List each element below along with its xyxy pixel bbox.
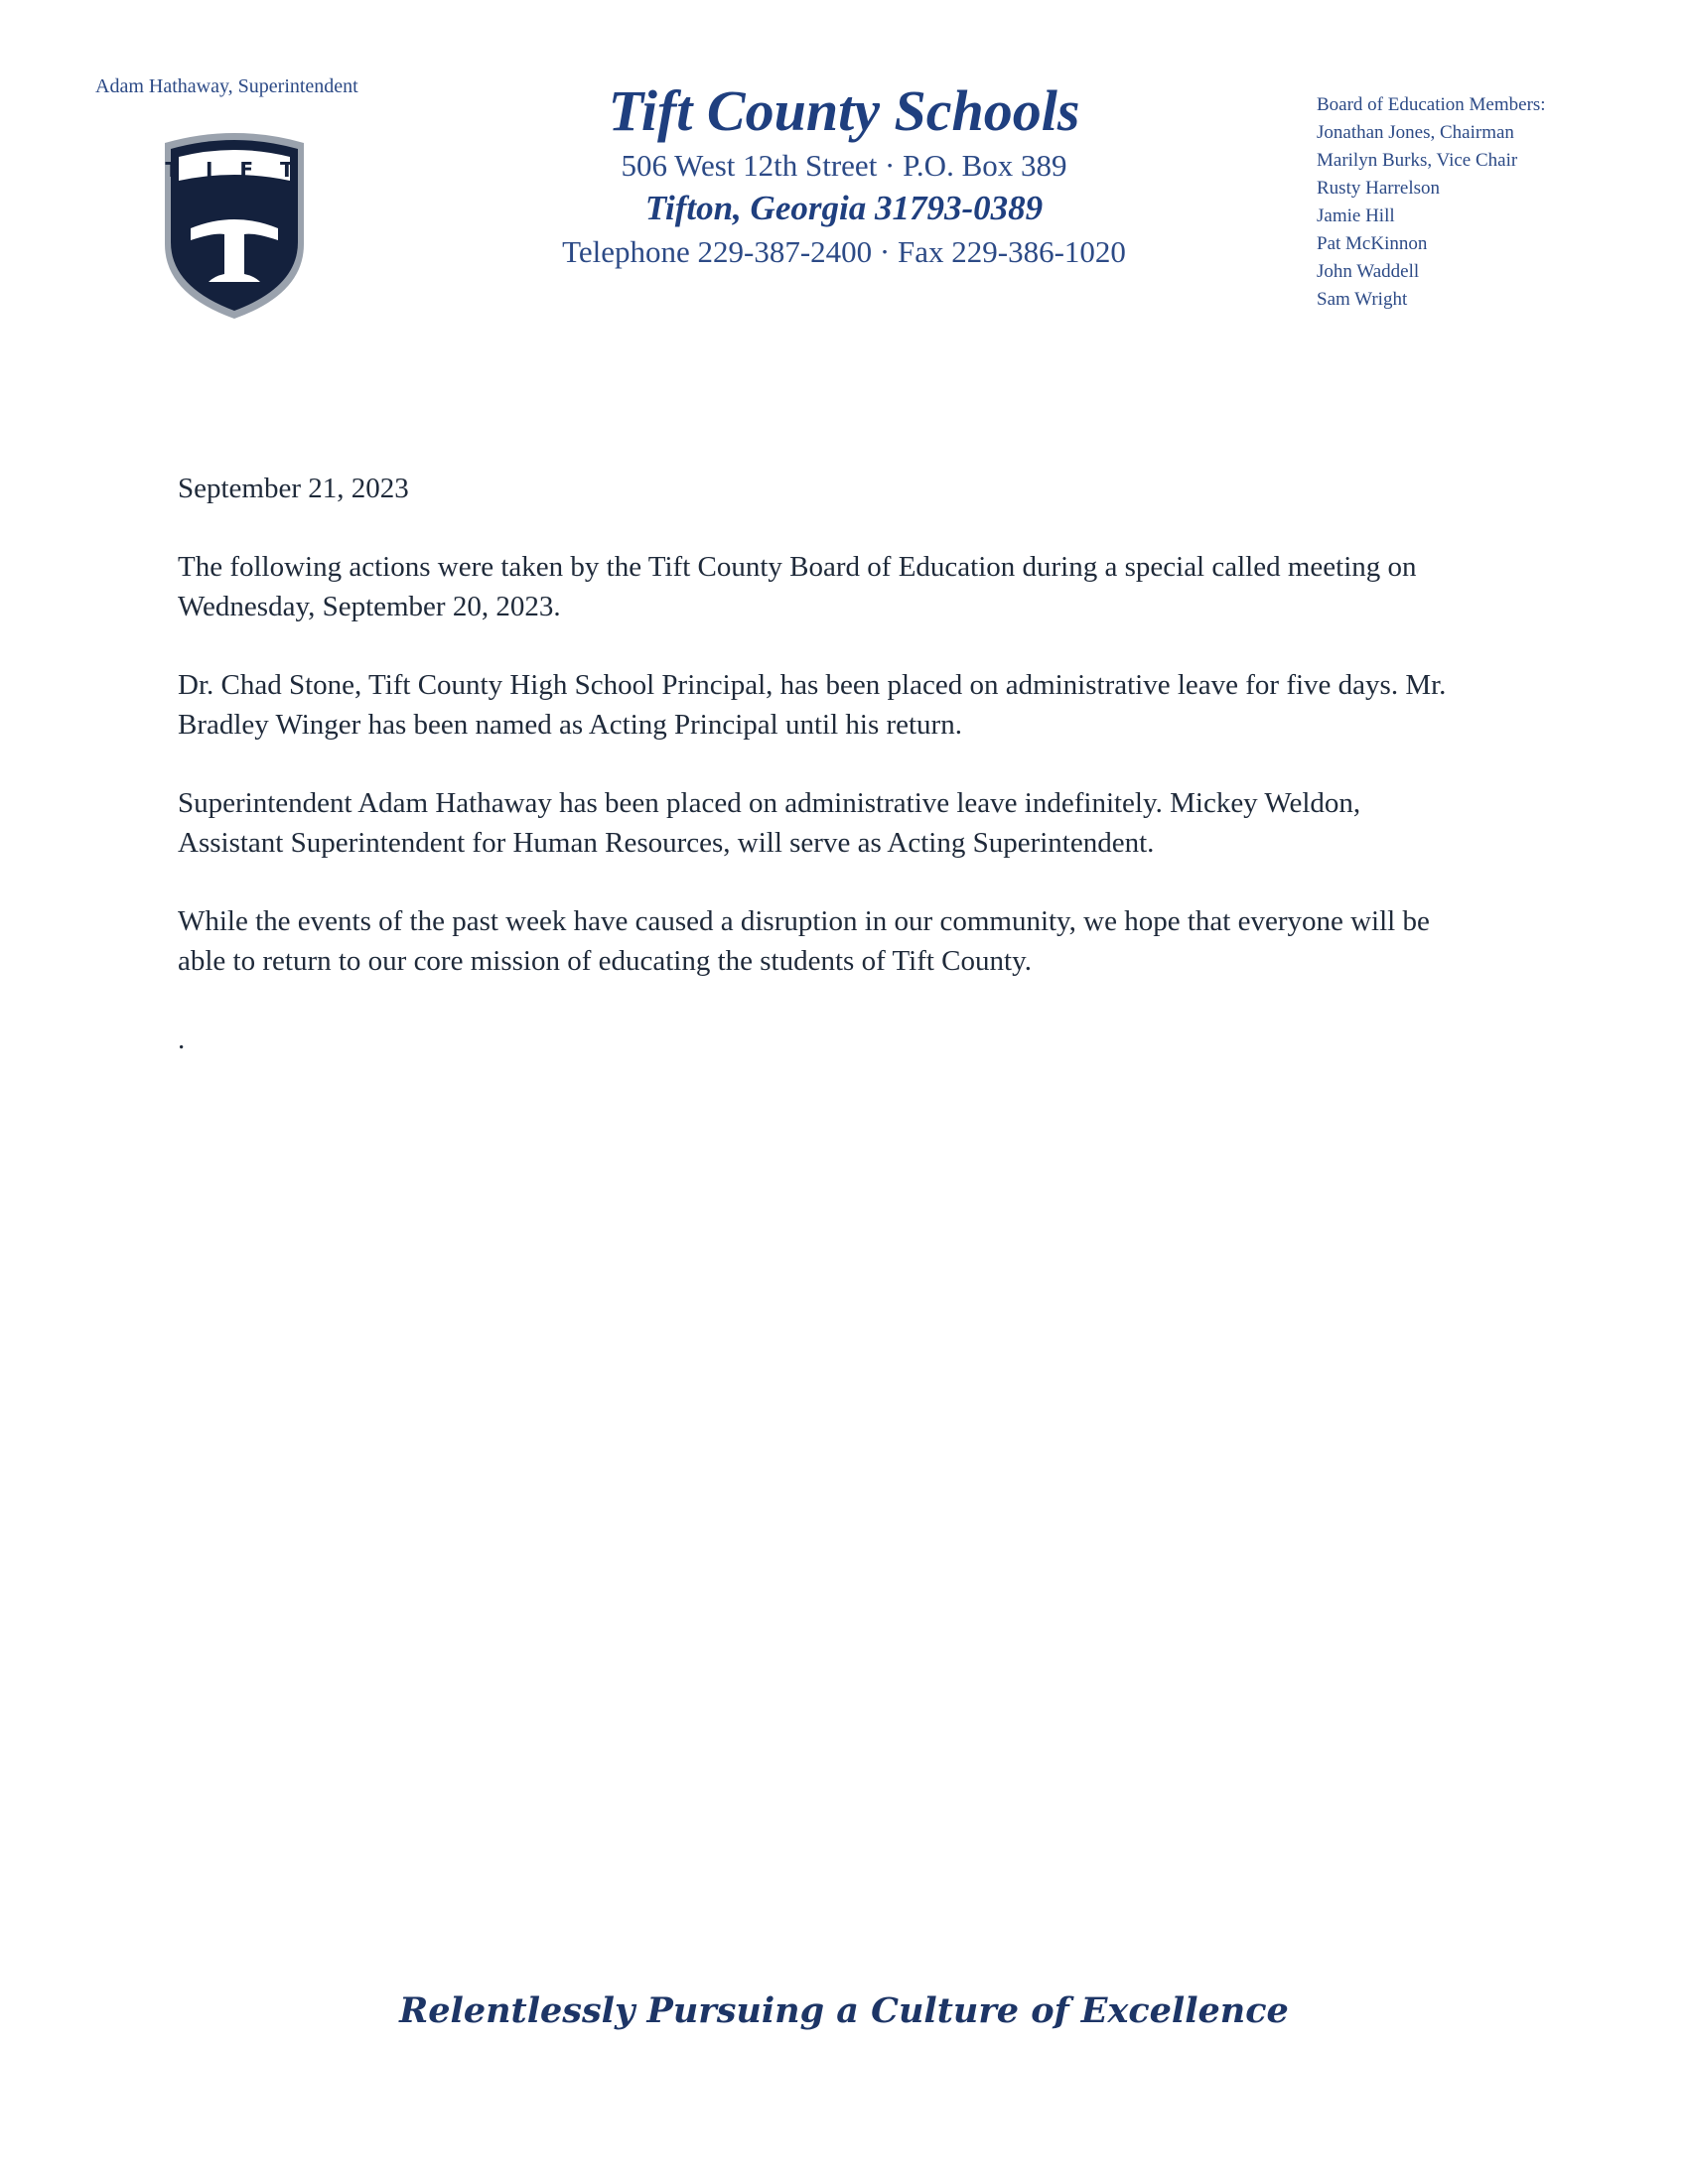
org-title: Tift County Schools (608, 78, 1080, 143)
superintendent-name: Adam Hathaway, Superintendent (95, 75, 358, 97)
board-member: Jamie Hill (1317, 205, 1395, 226)
letter-paragraph: Dr. Chad Stone, Tift County High School Principal, has been placed on administrative leave for five days. Mr. Bradley Winger has been named as Acting Principal until his return. (178, 669, 1447, 741)
letterhead-left (95, 75, 403, 182)
letter-paragraph: The following actions were taken by the Tift County Board of Education during a special called meeting on Wednesday, September 20, 2023. (178, 551, 1417, 622)
logo-text: T I F T (165, 158, 304, 182)
board-member: John Waddell (1317, 261, 1420, 282)
board-member: Sam Wright (1317, 289, 1408, 310)
board-member: Marilyn Burks, Vice Chair (1317, 150, 1518, 171)
footer-tagline: Relentlessly Pursuing a Culture of Excellence (399, 1990, 1289, 2031)
board-members-list (1317, 91, 1654, 314)
phone-line: Telephone 229-387-2400 · Fax 229-386-1020 (562, 234, 1126, 269)
letter-paragraph: While the events of the past week have caused a disruption in our community, we hope that everyone will be able to return to our core mission of educating the students of Tift County. (178, 905, 1430, 977)
letterhead-center (447, 77, 1241, 274)
board-title: Board of Education Members: (1317, 94, 1546, 115)
letter-date: September 21, 2023 (178, 473, 409, 504)
letter-body (178, 469, 1469, 1098)
address-line: 506 West 12th Street · P.O. Box 389 (621, 148, 1067, 183)
letter-paragraph: Superintendent Adam Hathaway has been placed on administrative leave indefinitely. Mickey Weldon, Assistant Superintendent for Human Resources, will serve as Acting Superintendent. (178, 787, 1361, 859)
board-member: Jonathan Jones, Chairman (1317, 122, 1514, 143)
board-member: Pat McKinnon (1317, 233, 1428, 254)
letter-trailing-dot: . (178, 1024, 186, 1055)
tift-shield-logo (155, 125, 314, 324)
city-line: Tifton, Georgia 31793-0389 (644, 189, 1044, 227)
board-member: Rusty Harrelson (1317, 178, 1441, 199)
